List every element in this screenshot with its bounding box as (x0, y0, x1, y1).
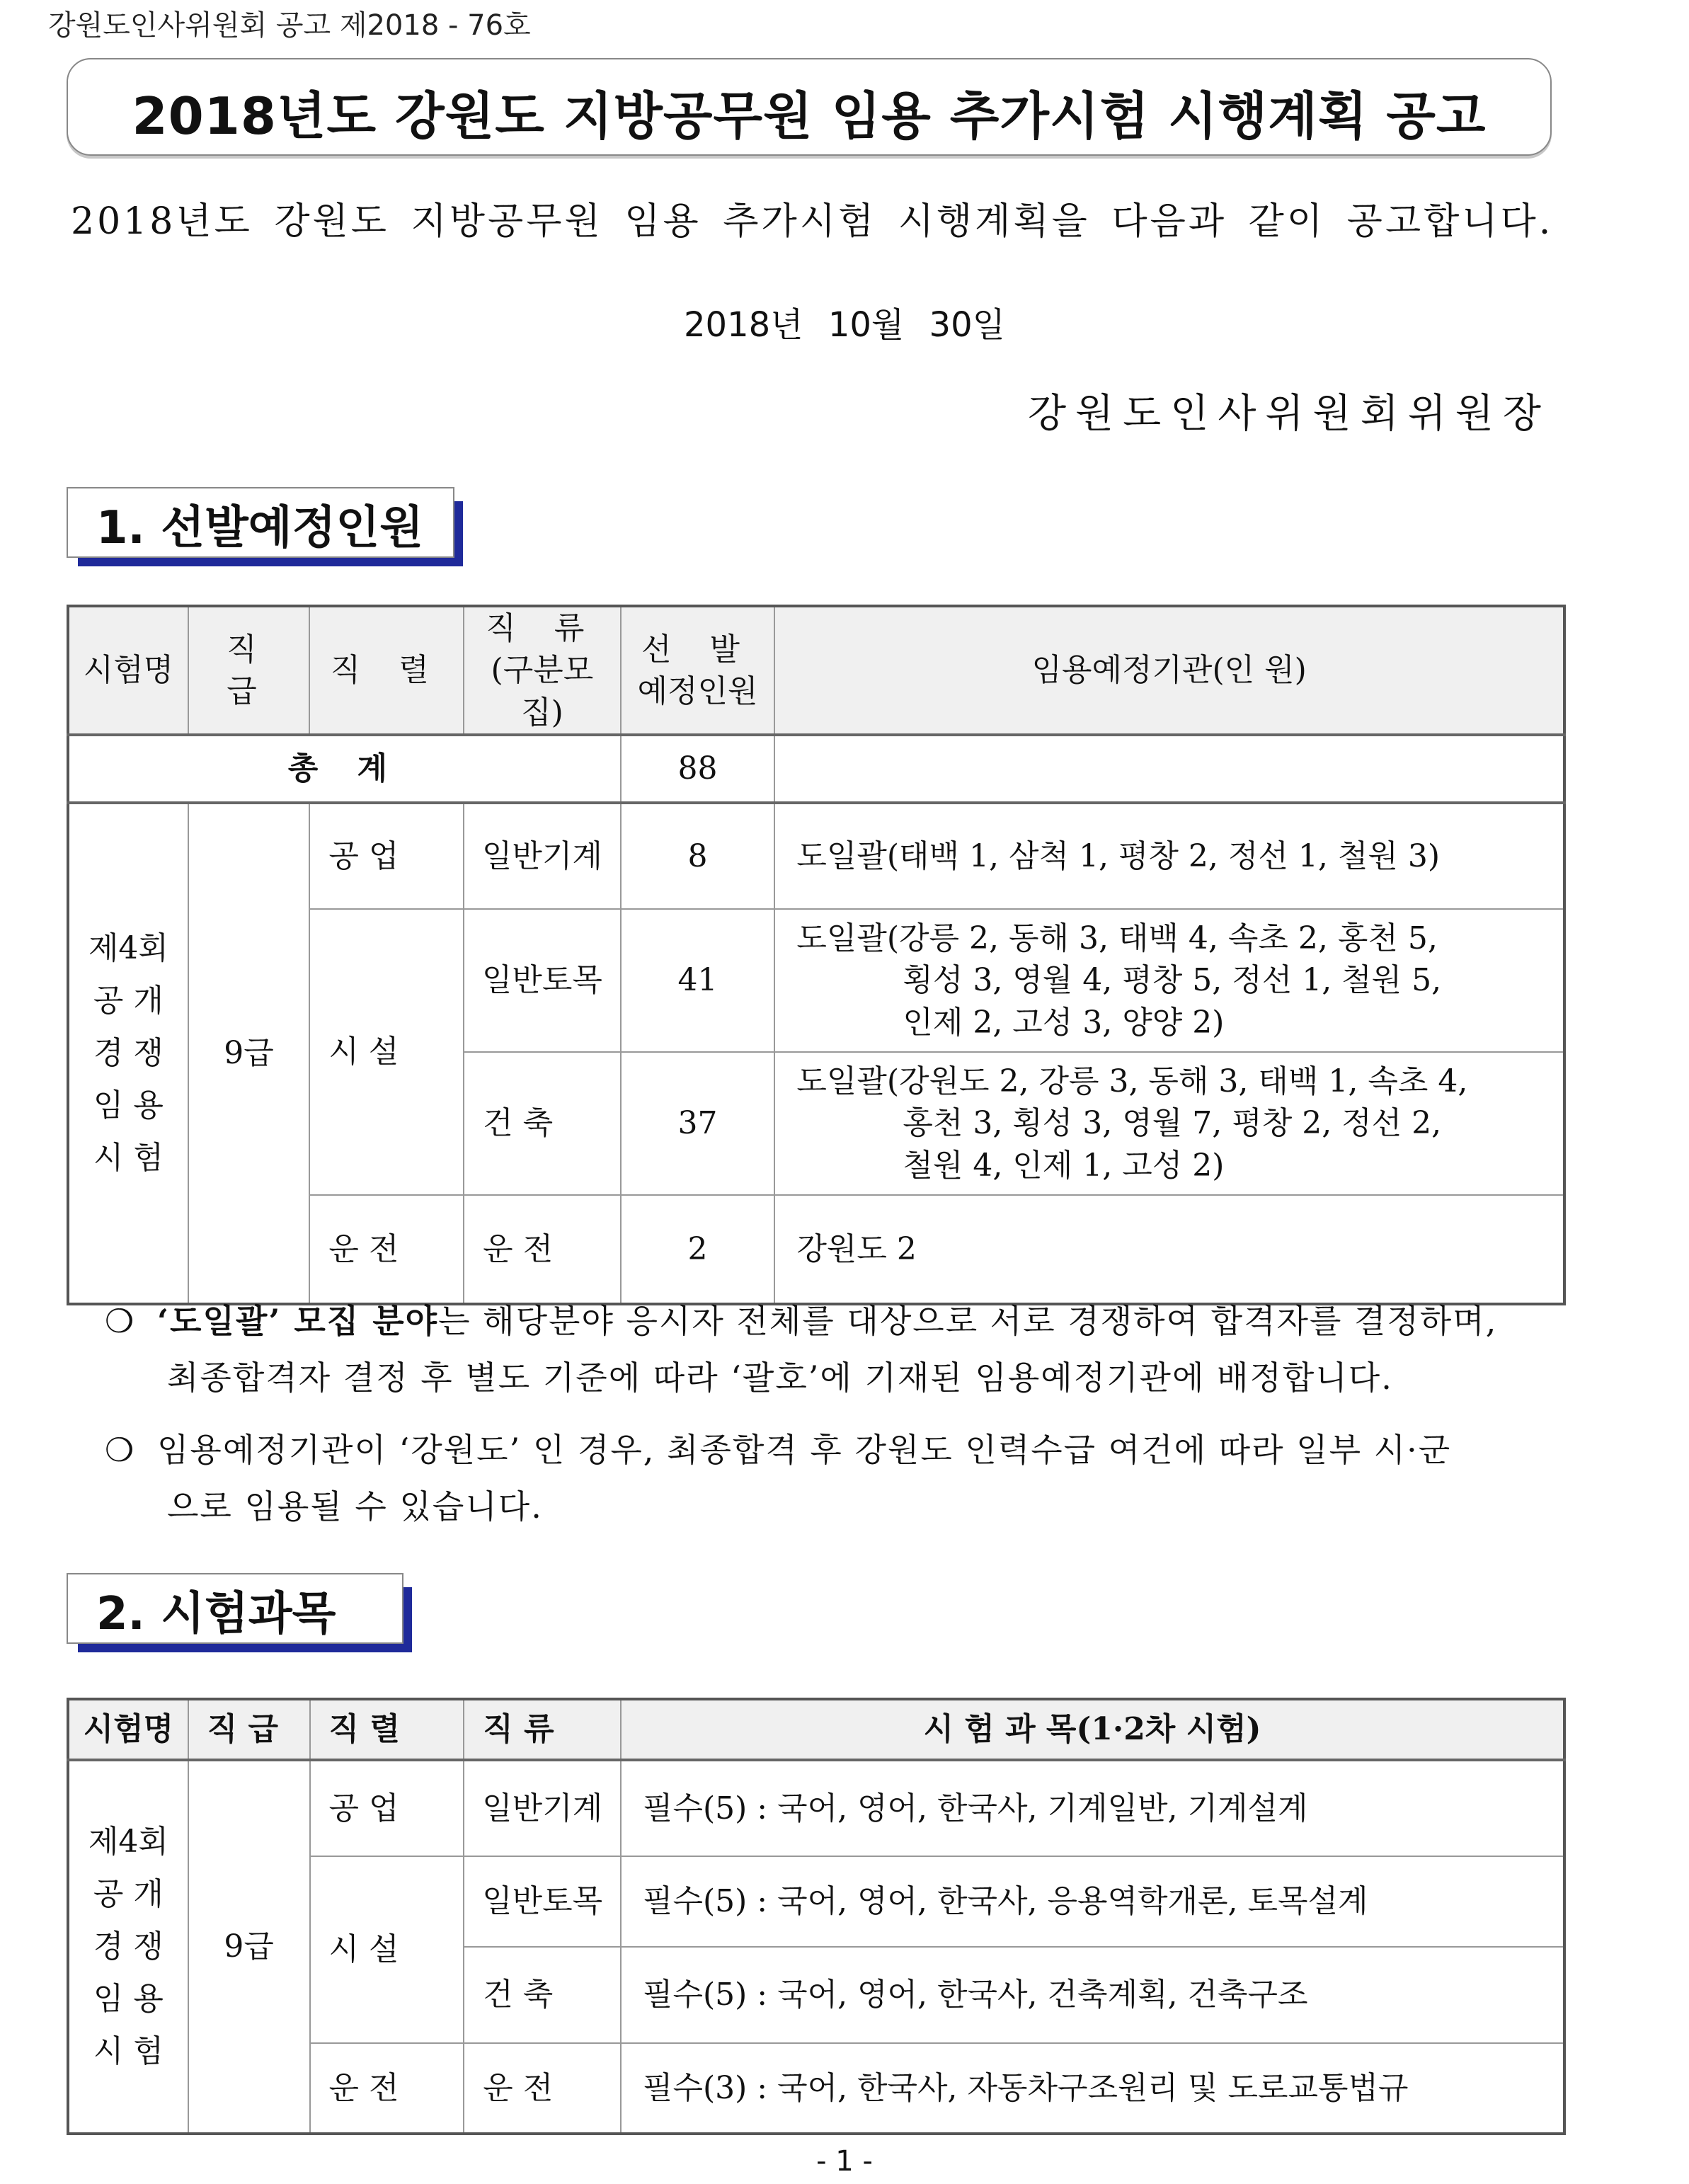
header-exam: 시험명 (68, 1699, 188, 1760)
notice-date (0, 297, 1689, 346)
note-1-continuation: 최종합격자 결정 후 별도 기준에 따라 ‘괄호’에 기재된 임용예정기관에 배정합니다. (167, 1359, 1393, 1397)
selection-table (67, 605, 1566, 1305)
subjects-cell: 필수(5) : 국어, 영어, 한국사, 건축계획, 건축구조 (621, 1947, 1564, 2043)
note-1-bold: ‘도일괄’ 모집 분야 (157, 1302, 439, 1340)
series-cell: 시 설 (309, 909, 464, 1195)
title-box (67, 58, 1552, 156)
table-header-row (68, 606, 1564, 735)
date-year: 2018년 (684, 305, 803, 345)
circle-bullet-icon: ❍ (105, 1302, 136, 1340)
header-series: 직 렬 (310, 1699, 464, 1760)
count-cell: 2 (621, 1195, 775, 1304)
header-class: 직 류 (464, 1699, 621, 1760)
class-cell: 운 전 (464, 2043, 621, 2134)
subjects-cell: 필수(5) : 국어, 영어, 한국사, 기계일반, 기계설계 (621, 1760, 1564, 1856)
class-cell: 일반기계 (464, 803, 621, 909)
subjects-table (67, 1698, 1566, 2135)
note-1 (105, 1296, 1497, 1342)
header-subjects: 시 험 과 목(1·2차 시험) (621, 1699, 1564, 1760)
table-header-row (68, 1699, 1564, 1760)
count-cell: 8 (621, 803, 775, 909)
date-month: 10월 (828, 305, 905, 345)
note-2-text: 임용예정기관이 ‘강원도’ 인 경우, 최종합격 후 강원도 인력수급 여건에 따라 일부 시·군 (157, 1431, 1452, 1469)
class-cell: 건 축 (464, 1947, 621, 2043)
exam-name-cell: 제4회 공 개 경 쟁 임 용 시 험 (68, 1760, 188, 2134)
header-grade: 직 급 (188, 606, 310, 735)
orgs-cell: 도일괄(강릉 2, 동해 3, 태백 4, 속초 2, 홍천 5, 횡성 3, 영월 4, 평창 5, 정선 1, 철원 5, 인제 2, 고성 3, 양양 2) (774, 909, 1564, 1052)
section2-heading: 2. 시험과목 (96, 1588, 336, 1640)
total-orgs (774, 735, 1564, 803)
subjects-cell: 필수(3) : 국어, 한국사, 자동차구조원리 및 도로교통법규 (621, 2043, 1564, 2134)
total-label: 총 계 (68, 735, 621, 803)
class-cell: 일반토목 (464, 1856, 621, 1947)
table-row (68, 1760, 1564, 1856)
header-exam: 시험명 (68, 606, 188, 735)
series-cell: 운 전 (310, 2043, 464, 2134)
series-cell: 공 업 (310, 1760, 464, 1856)
circle-bullet-icon: ❍ (105, 1431, 136, 1469)
exam-name-cell: 제4회 공 개 경 쟁 임 용 시 험 (68, 803, 188, 1304)
count-cell: 41 (621, 909, 775, 1052)
grade-cell: 9급 (188, 1760, 310, 2134)
signer: 강원도인사위원회위원장 (1027, 391, 1550, 437)
total-count: 88 (621, 735, 775, 803)
page-number: - 1 - (816, 2145, 873, 2178)
class-cell: 일반토목 (464, 909, 621, 1052)
notice-number: 강원도인사위원회 공고 제2018 - 76호 (48, 9, 531, 42)
class-cell: 일반기계 (464, 1760, 621, 1856)
table-row (68, 803, 1564, 909)
section1-heading: 1. 선발예정인원 (96, 502, 424, 554)
grade-cell: 9급 (188, 803, 310, 1304)
header-grade: 직 급 (188, 1699, 310, 1760)
class-cell: 건 축 (464, 1052, 621, 1195)
series-cell: 시 설 (310, 1856, 464, 2043)
intro-text: 2018년도 강원도 지방공무원 임용 추가시험 시행계획을 다음과 같이 공고합니다. (71, 200, 1554, 243)
orgs-cell: 강원도 2 (774, 1195, 1564, 1304)
series-cell: 운 전 (309, 1195, 464, 1304)
page-title: 2018년도 강원도 지방공무원 임용 추가시험 시행계획 공고 (132, 86, 1487, 146)
note-2-continuation: 으로 임용될 수 있습니다. (167, 1487, 543, 1526)
class-cell: 운 전 (464, 1195, 621, 1304)
subjects-cell: 필수(5) : 국어, 영어, 한국사, 응용역학개론, 토목설계 (621, 1856, 1564, 1947)
series-cell: 공 업 (309, 803, 464, 909)
header-orgs: 임용예정기관(인 원) (774, 606, 1564, 735)
header-series: 직 렬 (309, 606, 464, 735)
date-day: 30일 (929, 305, 1005, 345)
orgs-cell: 도일괄(태백 1, 삼척 1, 평창 2, 정선 1, 철원 3) (774, 803, 1564, 909)
note-2 (105, 1424, 1451, 1471)
note-1-text: 는 해당분야 응시자 전체를 대상으로 서로 경쟁하여 합격자를 결정하며, (438, 1302, 1498, 1340)
orgs-cell: 도일괄(강원도 2, 강릉 3, 동해 3, 태백 1, 속초 4, 홍천 3, 횡성 3, 영월 7, 평창 2, 정선 2, 철원 4, 인제 1, 고성 2) (774, 1052, 1564, 1195)
count-cell: 37 (621, 1052, 775, 1195)
total-row (68, 735, 1564, 803)
header-class: 직 류 (구분모집) (464, 606, 621, 735)
header-count: 선 발 예정인원 (621, 606, 775, 735)
